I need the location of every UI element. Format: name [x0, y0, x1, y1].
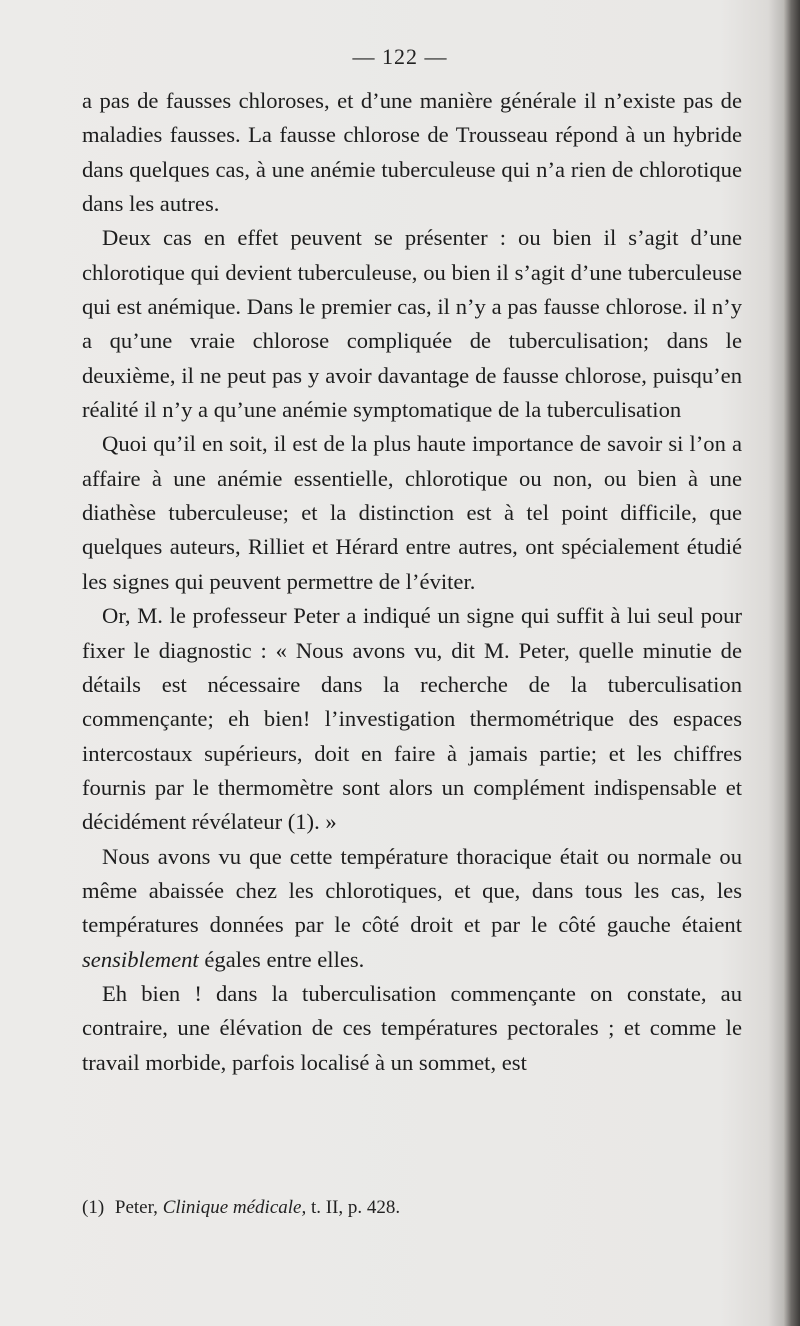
footnote-author: Peter, [114, 1197, 158, 1218]
paragraph-text: égales entre elles. [198, 946, 365, 972]
body-text [82, 84, 742, 1080]
paragraph: Eh bien ! dans la tuberculisation commençante on constate, au contraire, une élévation de ces températures pectorales ; et comme le travail morbide, parfois localisé à un sommet, est [82, 980, 742, 1075]
paragraph-text: Nous avons vu que cette température thoracique était ou normale ou même abaissée chez les chlorotiques, et que, dans tous les cas, les températures données par le côté droit et par le côté gauche étaient [82, 843, 742, 938]
footnote [82, 1197, 400, 1219]
paragraph: Deux cas en effet peuvent se présenter : ou bien il s’agit d’une chlorotique qui devient tuberculeuse, ou bien il s’agit d’une tuberculeuse qui est anémique. Dans le premier cas, il n’y a pas fausse chlorose. il n’y a qu’une vraie chlorose compliquée de tuberculisation; dans le deuxième, il ne peut pas y avoir davantage de fausse chlorose, puisqu’en réalité il n’y a qu’une anémie symptomatique de la tuberculisation [82, 225, 742, 423]
page-edge-shadow [784, 0, 800, 1326]
footnote-mark: (1) [82, 1197, 105, 1218]
paragraph: a pas de fausses chloroses, et d’une manière générale il n’existe pas de maladies fausses. La fausse chlorose de Trousseau répond à un hybride dans quelques cas, à une anémie tuberculeuse qui n’a rien de chlorotique dans les autres. [82, 88, 742, 217]
paragraph: Or, M. le professeur Peter a indiqué un signe qui suffit à lui seul pour fixer le diagnostic : « Nous avons vu, dit M. Peter, quelle minutie de détails est nécessaire dans la recherche de la tuberculisation commençante; eh bien! l’investigation thermométrique des espaces intercostaux supérieurs, doit en faire à jamais partie; et les chiffres fournis par le thermomètre sont alors un complément indispensable et décidément révélateur (1). » [82, 603, 742, 835]
paragraph: Quoi qu’il en soit, il est de la plus haute importance de savoir si l’on a affaire à une anémie essentielle, chlorotique ou non, ou bien à une diathèse tuberculeuse; et la distinction est à tel point difficile, que quelques auteurs, Rilliet et Hérard entre autres, ont spécialement étudié les signes qui peuvent permettre de l’éviter. [82, 431, 742, 594]
page-number-header: — 122 — [352, 44, 448, 69]
footnote-ref: t. II, p. 428. [310, 1197, 401, 1218]
footnote-title: Clinique médicale, [162, 1197, 307, 1218]
emphasis-text: sensiblement [82, 946, 199, 972]
paragraph [82, 840, 742, 977]
